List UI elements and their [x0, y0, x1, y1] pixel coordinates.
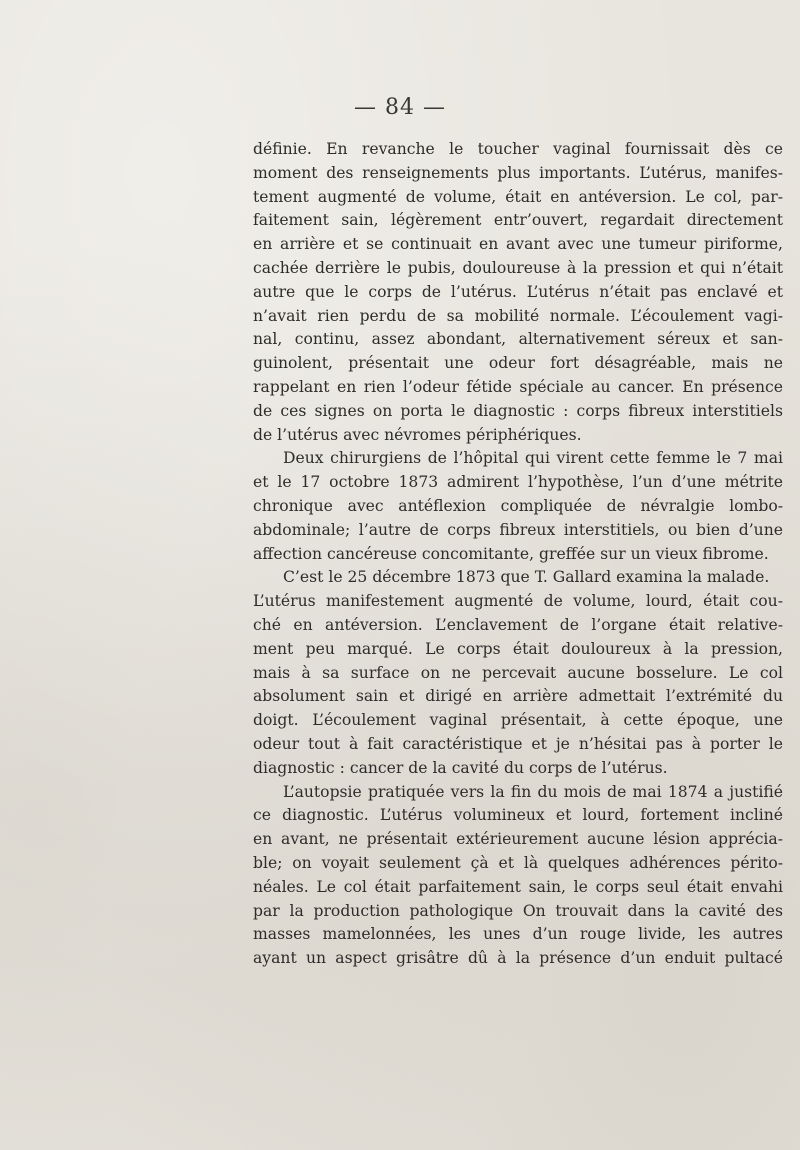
- text-line: de l’utérus avec névromes périphériques.: [253, 425, 582, 444]
- text-line: masses mamelonnées, les unes d’un rouge livide, les autres: [253, 925, 783, 944]
- text-line: de ces signes on porta le diagnostic : corps fibreux interstitiels: [253, 401, 783, 420]
- text-line: ment peu marqué. Le corps était douloureux à la pression,: [253, 639, 783, 658]
- text-line: cachée derrière le pubis, douloureuse à la pression et qui n’était: [253, 258, 783, 277]
- text-line: odeur tout à fait caractéristique et je n’hésitai pas à porter le: [253, 734, 783, 753]
- text-line: en arrière et se continuait en avant avec une tumeur piriforme,: [253, 235, 783, 254]
- text-line: et le 17 octobre 1873 admirent l’hypothèse, l’un d’une métrite: [253, 473, 783, 492]
- text-line: abdominale; l’autre de corps fibreux interstitiels, ou bien d’une: [253, 520, 783, 539]
- text-line: ché en antéversion. L’enclavement de l’organe était relative-: [253, 615, 783, 634]
- page-number: — 84 —: [354, 95, 446, 120]
- text-line: doigt. L’écoulement vaginal présentait, à cette époque, une: [253, 711, 783, 730]
- text-line: absolument sain et dirigé en arrière admettait l’extrémité du: [253, 687, 783, 706]
- text-line: autre que le corps de l’utérus. L’utérus n’était pas enclavé et: [253, 282, 783, 301]
- text-line: tement augmenté de volume, était en antéversion. Le col, par-: [253, 187, 783, 206]
- text-line: mais à sa surface on ne percevait aucune bosselure. Le col: [253, 663, 783, 682]
- body-text: [253, 138, 783, 971]
- text-line: diagnostic : cancer de la cavité du corps de l’utérus.: [253, 758, 668, 777]
- text-line: rappelant en rien l’odeur fétide spéciale au cancer. En présence: [253, 377, 783, 396]
- text-line: C’est le 25 décembre 1873 que T. Gallard examina la malade.: [283, 568, 770, 587]
- text-line: Deux chirurgiens de l’hôpital qui virent cette femme le 7 mai: [283, 449, 783, 468]
- text-line: guinolent, présentait une odeur fort désagréable, mais ne: [253, 354, 783, 373]
- text-line: faitement sain, légèrement entr’ouvert, regardait directement: [253, 211, 783, 230]
- text-line: par la production pathologique On trouvait dans la cavité des: [253, 901, 783, 920]
- text-line: chronique avec antéflexion compliquée de névralgie lombo-: [253, 496, 783, 515]
- text-line: moment des renseignements plus importants. L’utérus, manifes-: [253, 163, 783, 182]
- text-line: affection cancéreuse concomitante, greffée sur un vieux fibrome.: [253, 544, 769, 563]
- text-line: nal, continu, assez abondant, alternativement séreux et san-: [253, 330, 783, 349]
- text-line: L’utérus manifestement augmenté de volume, lourd, était cou-: [253, 592, 783, 611]
- text-line: ble; on voyait seulement çà et là quelques adhérences périto-: [253, 853, 783, 872]
- text-line: L’autopsie pratiquée vers la fin du mois de mai 1874 a justifié: [283, 782, 783, 801]
- text-line: néales. Le col était parfaitement sain, le corps seul était envahi: [253, 877, 783, 896]
- text-line: ayant un aspect grisâtre dû à la présence d’un enduit pultacé: [253, 949, 783, 968]
- text-line: en avant, ne présentait extérieurement aucune lésion apprécia-: [253, 830, 783, 849]
- text-line: n’avait rien perdu de sa mobilité normale. L’écoulement vagi-: [253, 306, 783, 325]
- text-line: ce diagnostic. L’utérus volumineux et lourd, fortement incliné: [253, 806, 783, 825]
- text-line: définie. En revanche le toucher vaginal fournissait dès ce: [253, 140, 783, 158]
